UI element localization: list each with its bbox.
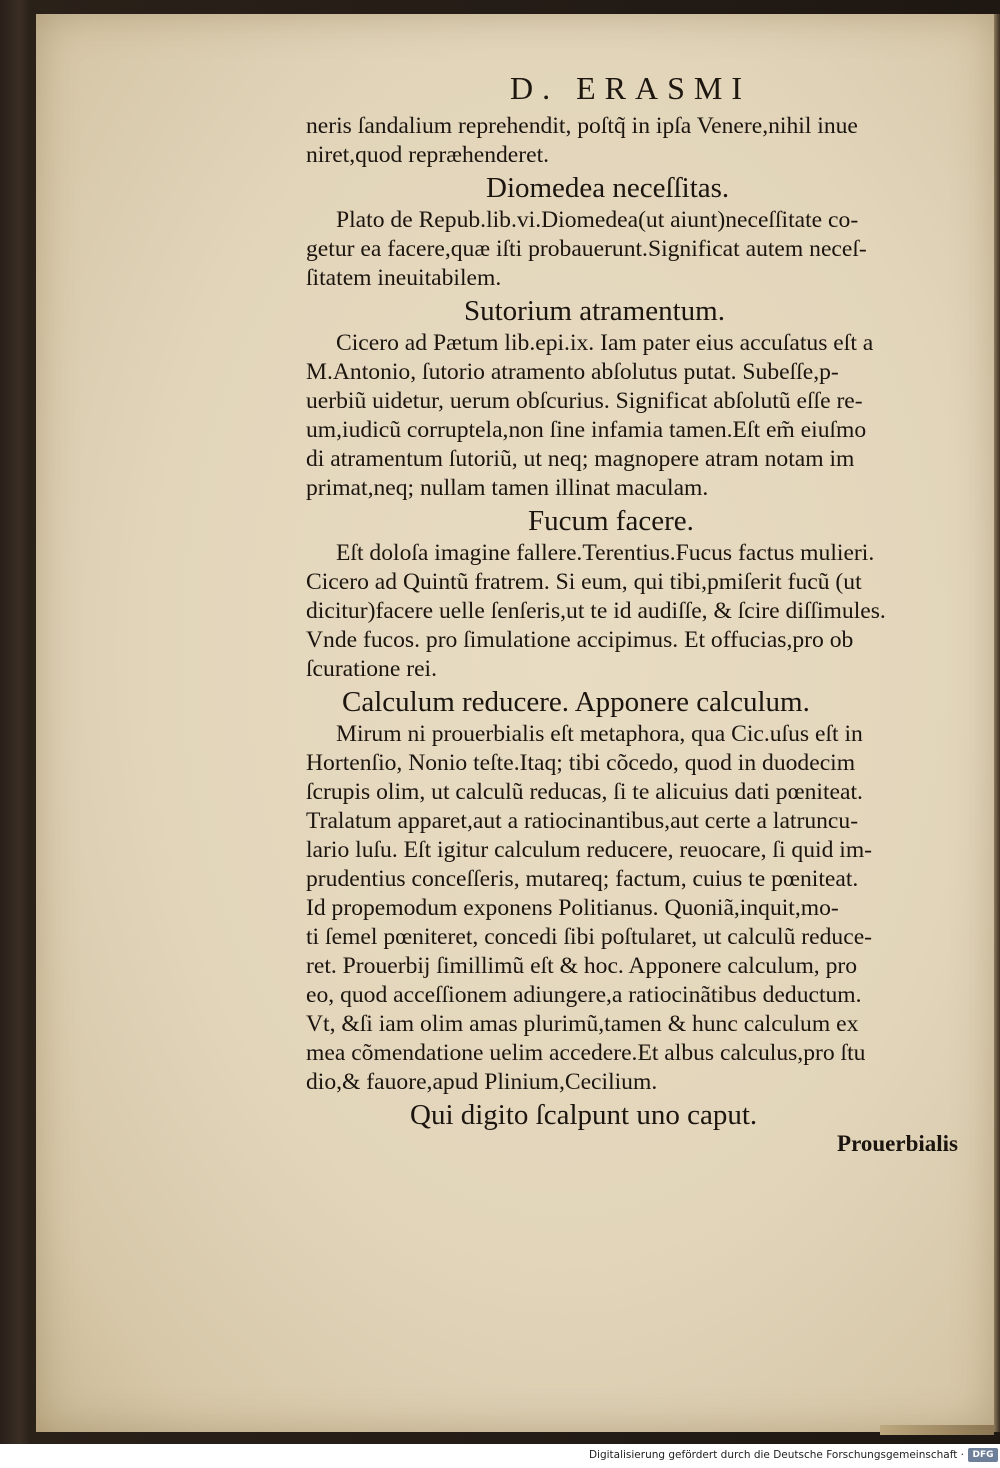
text-line: Tralatum apparet,aut a ratiocinantibus,aut certe a latruncu- (306, 808, 859, 834)
text-line: lario luſu. Eſt igitur calculum reducere, reuocare, ſi quid im- (306, 837, 873, 863)
text-line: Mirum ni prouerbialis eſt metaphora, qua Cic.uſus eſt in (336, 721, 863, 747)
text-line: mea cõmendatione uelim accedere.Et albus calculus,pro ſtu (306, 1040, 866, 1066)
running-head: D. ERASMI (510, 70, 752, 106)
text-line: dicitur)facere uelle ſenſeris,ut te id audiſſe, & ſcire diſſimules. (306, 598, 886, 624)
text-line: neris ſandalium reprehendit, poſtq̃ in ipſa Venere,nihil inue (306, 113, 858, 139)
text-line: dio,& fauore,apud Plinium,Cecilium. (306, 1069, 658, 1095)
section-heading: Diomedea neceſſitas. (486, 172, 730, 204)
section-heading: Calculum reducere. Apponere calculum. (342, 686, 810, 718)
page-edge (994, 14, 1000, 1432)
text-line: ſcuratione rei. (306, 656, 438, 682)
catchword: Prouerbialis (837, 1131, 958, 1156)
text-line: eo, quod acceſſionem adiungere,a ratiocinãtibus deductum. (306, 982, 862, 1008)
text-line: ret. Prouerbij ſimillimũ eſt & hoc. Apponere calculum, pro (306, 953, 858, 979)
text-line: Id propemodum exponens Politianus. Quoniã,inquit,mo- (306, 895, 839, 921)
text-line: niret,quod repræhenderet. (306, 142, 550, 168)
text-line: uerbiũ uidetur, uerum obſcurius. Significat abſolutũ eſſe re- (306, 388, 863, 414)
text-line: Vnde fucos. pro ſimulatione accipimus. Et offucias,pro ob (306, 627, 854, 653)
text-line: Hortenſio, Nonio teſte.Itaq; tibi cõcedo, quod in duodecim (306, 750, 856, 776)
page-fold (880, 1425, 994, 1435)
text-line: primat,neq; nullam tamen illinat maculam. (306, 475, 709, 501)
text-line: di atramentum ſutoriũ, ut neq; magnopere atram notam im (306, 446, 855, 472)
text-line: ſcrupis olim, ut calculũ reducas, ſi te alicuius dati pœniteat. (306, 779, 863, 805)
text-line: Vt, &ſi iam olim amas plurimũ,tamen & hunc calculum ex (306, 1011, 859, 1037)
text-line: um,iudicũ corruptela,non ſine infamia tamen.Eſt em̃ eiuſmo (306, 417, 867, 443)
text-line: Plato de Repub.lib.vi.Diomedea(ut aiunt)neceſſitate co- (336, 207, 859, 233)
section-heading: Qui digito ſcalpunt uno caput. (410, 1099, 758, 1131)
section-heading: Fucum facere. (528, 505, 694, 537)
text-line: ſitatem ineuitabilem. (306, 265, 502, 291)
text-line: Cicero ad Quintũ fratrem. Si eum, qui tibi,pmiſerit fucũ (ut (306, 569, 862, 595)
text-line: getur ea facere,quæ iſti probauerunt.Significat autem neceſ- (306, 236, 867, 262)
text-line: ti ſemel pœniteret, concedi ſibi poſtularet, ut calculũ reduce- (306, 924, 873, 950)
text-line: Eſt doloſa imagine fallere.Terentius.Fucus factus mulieri. (336, 540, 875, 566)
main-text (306, 112, 958, 1158)
section-heading: Sutorium atramentum. (464, 295, 725, 327)
dfg-logo: DFG (968, 1448, 998, 1462)
funding-credit: Digitalisierung gefördert durch die Deutsche Forschungsgemeinschaft · (588, 1449, 964, 1461)
text-line: prudentius conceſſeris, mutareq; factum, cuius te pœniteat. (306, 866, 859, 892)
text-line: Cicero ad Pætum lib.epi.ix. Iam pater eius accuſatus eſt a (336, 330, 874, 356)
text-line: M.Antonio, ſutorio atramento abſolutus putat. Subeſſe,p- (306, 359, 839, 385)
